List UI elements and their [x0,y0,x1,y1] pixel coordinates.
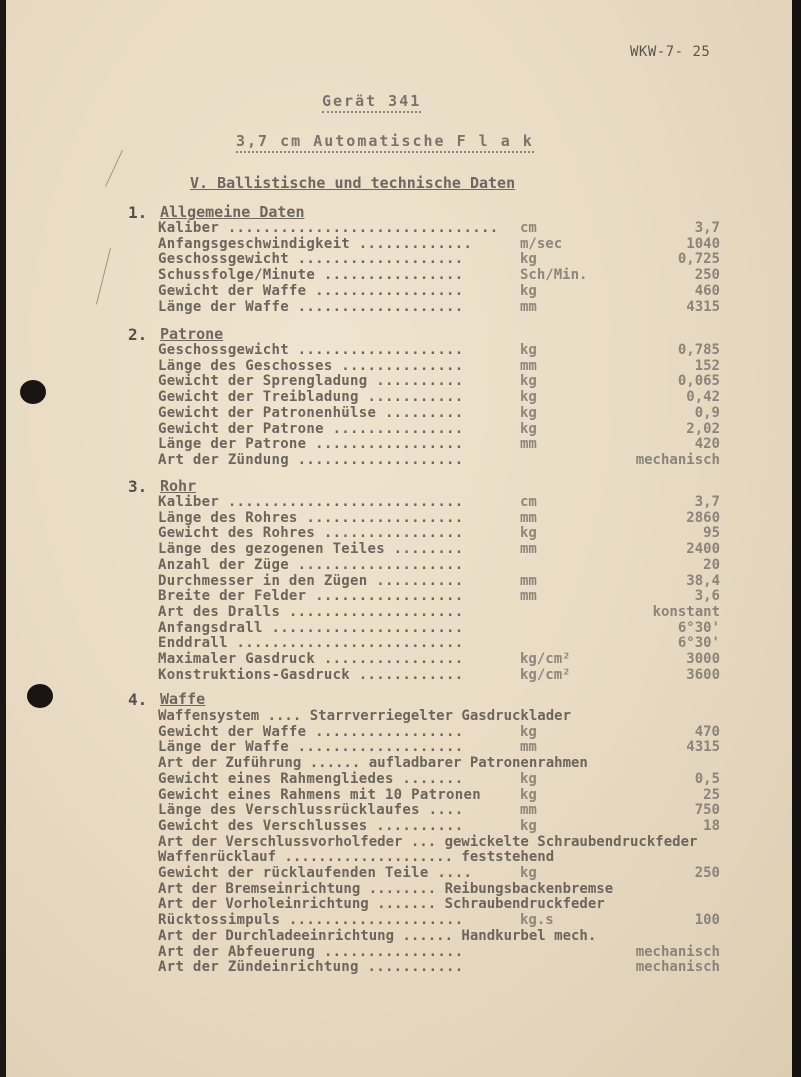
row-text: Art der Bremseinrichtung ........ Reibungsbackenbremse [158,881,614,897]
row-value: 2860 [686,510,720,526]
data-row [0,771,786,787]
row-unit: kg [520,865,537,881]
row-label: Gewicht eines Rahmengliedes ....... [158,771,464,787]
row-text: Waffenrücklauf .................... feststehend [158,849,555,865]
row-label: Art der Zündeinrichtung ........... [158,959,464,975]
row-value: 25 [703,787,720,803]
section-number: 2. [128,325,148,344]
row-value: 3,6 [694,588,720,604]
row-label: Anfangsdrall ...................... [158,620,464,636]
row-unit: mm [520,573,537,589]
data-row [0,849,786,865]
data-row [0,510,786,526]
row-unit: mm [520,510,537,526]
data-row [0,959,786,975]
row-value: 4315 [686,739,720,755]
section-title: Waffe [160,690,206,708]
row-label: Geschossgewicht ................... [158,342,464,358]
row-label: Geschossgewicht ................... [158,251,464,267]
row-value: 3,7 [694,494,720,510]
section-title: Allgemeine Daten [160,203,305,221]
row-label: Gewicht der rücklaufenden Teile .... [158,865,473,881]
row-value: 2400 [686,541,720,557]
row-text: Waffensystem .... Starrverriegelter Gasdrucklader [158,708,572,724]
row-value: 0,9 [694,405,720,421]
data-row [0,651,786,667]
row-unit: kg [520,421,537,437]
data-row [0,573,786,589]
data-row [0,755,786,771]
data-row [0,452,786,468]
row-value: 1040 [686,236,720,252]
row-value: 3600 [686,667,720,683]
row-label: Schussfolge/Minute ................ [158,267,464,283]
row-unit: mm [520,541,537,557]
row-unit: mm [520,739,537,755]
row-value: konstant [652,604,720,620]
row-value: 470 [694,724,720,740]
row-text: Art der Durchladeeinrichtung ...... Handkurbel mech. [158,928,597,944]
data-row [0,739,786,755]
row-unit: kg [520,525,537,541]
row-value: 100 [694,912,720,928]
row-label: Gewicht der Patrone ............... [158,421,464,437]
data-row [0,620,786,636]
row-unit: kg [520,787,537,803]
row-value: 420 [694,436,720,452]
data-row [0,802,786,818]
row-value: mechanisch [635,944,720,960]
row-label: Gewicht eines Rahmens mit 10 Patronen [158,787,481,803]
row-unit: kg [520,771,537,787]
row-value: 0,725 [677,251,720,267]
row-value: 18 [703,818,720,834]
row-unit: kg [520,251,537,267]
row-unit: kg/cm² [520,651,571,667]
data-row [0,818,786,834]
row-unit: kg [520,342,537,358]
row-unit: mm [520,802,537,818]
row-value: 152 [694,358,720,374]
row-label: Konstruktions-Gasdruck ............ [158,667,464,683]
row-value: 3000 [686,651,720,667]
row-value: 95 [703,525,720,541]
data-row [0,299,786,315]
data-row [0,708,786,724]
data-row [0,865,786,881]
row-label: Länge des gezogenen Teiles ........ [158,541,464,557]
row-unit: kg [520,724,537,740]
scan-edge [792,0,801,1077]
row-value: mechanisch [635,452,720,468]
data-row [0,588,786,604]
section-number: 3. [128,477,148,496]
row-value: 0,5 [694,771,720,787]
row-label: Gewicht der Sprengladung .......... [158,373,464,389]
data-row [0,389,786,405]
row-label: Kaliber ........................... [158,494,464,510]
row-value: 0,065 [677,373,720,389]
data-row [0,881,786,897]
row-label: Gewicht des Rohres ................ [158,525,464,541]
row-unit: kg [520,389,537,405]
data-row [0,787,786,803]
row-value: mechanisch [635,959,720,975]
document-title: Gerät 341 [322,92,421,113]
row-label: Breite der Felder ................. [158,588,464,604]
data-row [0,541,786,557]
data-row [0,557,786,573]
row-text: Art der Verschlussvorholfeder ... gewickelte Schraubendruckfeder [158,834,698,850]
row-label: Gewicht der Patronenhülse ......... [158,405,464,421]
row-label: Rücktossimpuls .................... [158,912,464,928]
row-value: 4315 [686,299,720,315]
data-row [0,358,786,374]
row-unit: kg [520,283,537,299]
row-unit: m/sec [520,236,563,252]
data-row [0,944,786,960]
row-value: 750 [694,802,720,818]
data-row [0,405,786,421]
row-unit: mm [520,588,537,604]
section-number: 4. [128,690,148,709]
row-value: 6°30' [677,635,720,651]
data-row [0,342,786,358]
data-row [0,525,786,541]
data-row [0,373,786,389]
row-unit: mm [520,436,537,452]
data-row [0,283,786,299]
data-row [0,667,786,683]
data-row [0,635,786,651]
row-label: Gewicht des Verschlusses .......... [158,818,464,834]
row-text: Art der Zuführung ...... aufladbarer Patronenrahmen [158,755,588,771]
data-row [0,604,786,620]
row-unit: kg.s [520,912,554,928]
row-label: Länge der Patrone ................. [158,436,464,452]
row-label: Länge der Waffe ................... [158,299,464,315]
data-row [0,251,786,267]
row-label: Länge der Waffe ................... [158,739,464,755]
section-title: Patrone [160,325,224,343]
punch-hole-bottom [27,684,53,708]
section-title: Rohr [160,477,197,495]
data-row [0,220,786,236]
row-label: Länge des Rohres .................. [158,510,464,526]
row-unit: cm [520,494,537,510]
row-unit: kg [520,373,537,389]
chapter-heading: V. Ballistische und technische Daten [190,174,516,192]
row-label: Art der Zündung ................... [158,452,464,468]
row-label: Enddrall .......................... [158,635,464,651]
row-label: Anzahl der Züge ................... [158,557,464,573]
row-label: Länge des Verschlussrücklaufes .... [158,802,464,818]
row-value: 0,42 [686,389,720,405]
row-value: 460 [694,283,720,299]
row-value: 38,4 [686,573,720,589]
data-row [0,236,786,252]
row-label: Gewicht der Waffe ................. [158,283,464,299]
data-row [0,912,786,928]
data-row [0,436,786,452]
data-row [0,896,786,912]
row-value: 6°30' [677,620,720,636]
row-label: Gewicht der Treibladung ........... [158,389,464,405]
data-row [0,928,786,944]
row-label: Gewicht der Waffe ................. [158,724,464,740]
row-label: Art des Dralls .................... [158,604,464,620]
row-value: 2,02 [686,421,720,437]
row-value: 0,785 [677,342,720,358]
row-value: 250 [694,865,720,881]
data-row [0,834,786,850]
data-row [0,724,786,740]
row-label: Art der Abfeuerung ................ [158,944,464,960]
row-unit: kg [520,818,537,834]
row-value: 250 [694,267,720,283]
data-row [0,494,786,510]
document-id: WKW-7- 25 [630,44,711,60]
row-label: Kaliber ............................... [158,220,499,236]
row-unit: kg [520,405,537,421]
section-number: 1. [128,203,148,222]
row-label: Länge des Geschosses .............. [158,358,464,374]
row-unit: cm [520,220,537,236]
row-unit: mm [520,299,537,315]
row-unit: Sch/Min. [520,267,588,283]
row-value: 3,7 [694,220,720,236]
row-unit: kg/cm² [520,667,571,683]
data-row [0,421,786,437]
row-label: Durchmesser in den Zügen .......... [158,573,464,589]
row-text: Art der Vorholeinrichtung ....... Schraubendruckfeder [158,896,605,912]
document-subtitle: 3,7 cm Automatische F l a k [236,132,534,153]
row-label: Anfangsgeschwindigkeit ............. [158,236,473,252]
row-label: Maximaler Gasdruck ................ [158,651,464,667]
data-row [0,267,786,283]
row-unit: mm [520,358,537,374]
row-value: 20 [703,557,720,573]
